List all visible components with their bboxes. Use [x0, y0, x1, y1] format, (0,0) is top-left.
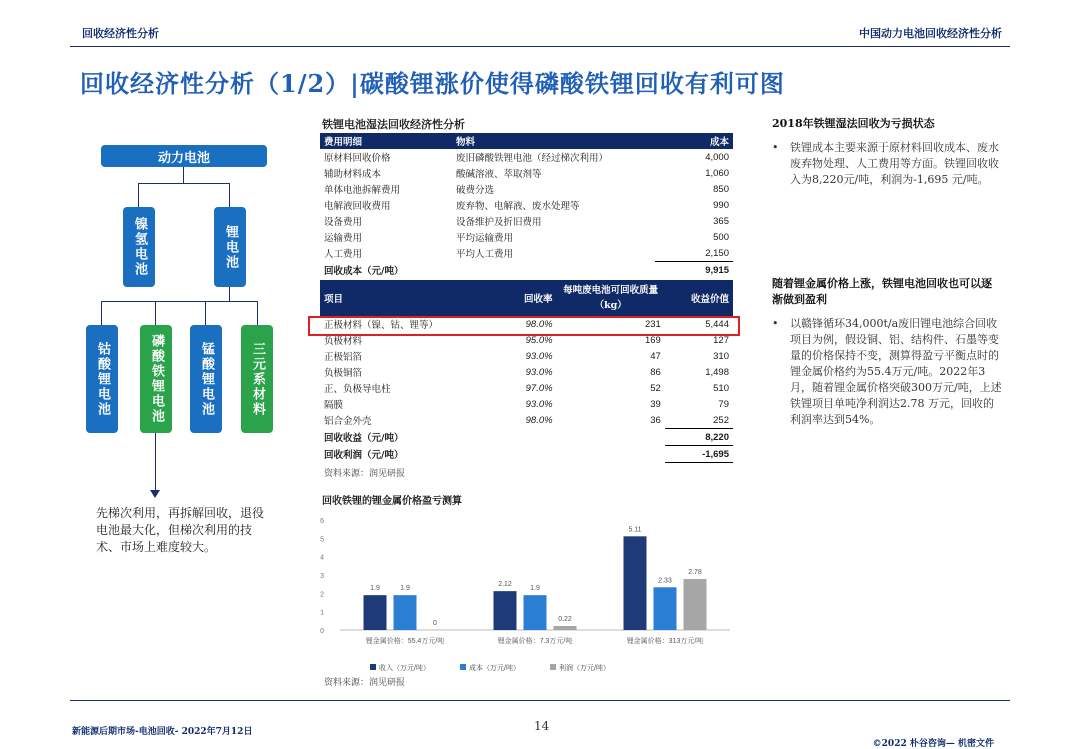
legend-swatch	[550, 664, 556, 670]
header-left: 回收经济性分析	[82, 27, 159, 40]
y-tick-label: 0	[320, 628, 324, 635]
legend-label: 收入（万元/吨）	[379, 665, 430, 672]
cost-table	[320, 133, 733, 278]
y-tick-label: 2	[320, 591, 324, 599]
chart-bar	[494, 591, 517, 630]
table-row: 设备费用 设备维护及折旧费用 365	[324, 215, 729, 228]
right-heading-2: 随着锂金属价格上涨，铁锂电池回收也可以逐渐做到盈利	[772, 277, 992, 306]
legend-swatch	[370, 664, 376, 670]
bar-value-label: 0	[433, 620, 437, 627]
right-bullet-2: • 以赣锋循环34,000t/a废旧锂电池综合回收项目为例，假设铜、铝、结构件、石墨等变量的价格保持不变，测算得盈亏平衡点时的锂金属价格约为55.4万元/吨。2022年3月，随着锂金属价格突破300万元/吨，上述铁锂项目单吨净利润达2.78 万元，回收的利润率达到54%。	[772, 317, 1002, 426]
chart-title: 回收铁锂的锂金属价格盈亏测算	[322, 496, 462, 507]
diagram-root-box: 动力电池	[101, 145, 267, 167]
rev-header-value: 收益价值	[690, 294, 729, 305]
rev-header-item: 项目	[324, 294, 344, 305]
legend-label: 成本（万元/吨）	[469, 665, 520, 672]
page-title: 回收经济性分析（1/2）|碳酸锂涨价使得磷酸铁锂回收有利可图	[80, 69, 785, 98]
revenue-profit-row: 回收利润（元/吨） -1,695	[320, 446, 733, 463]
legend-label: 利润（万元/吨）	[559, 665, 610, 672]
table-source: 资料来源：润见研报	[324, 469, 406, 479]
y-tick-label: 4	[320, 554, 324, 562]
table-row: 辅助材料成本 酸碱溶液、萃取剂等 1,060	[324, 167, 729, 180]
chart-bar	[554, 626, 577, 630]
chart-source: 资料来源：润见研报	[324, 678, 406, 688]
table-row: 电解液回收费用 废弃物、电解液、废水处理等 990	[324, 199, 729, 212]
chart-bar	[654, 587, 677, 630]
table-row: 人工费用 平均人工费用 2,150	[320, 245, 733, 262]
right-bullet-1: • 铁锂成本主要来源于原材料回收成本、废水废弃物处理、人工费用等方面。铁锂回收收入为8,220元/吨，利润为-1,695 元/吨。	[772, 141, 999, 186]
bar-value-label: 1.9	[530, 585, 540, 593]
bar-value-label: 1.9	[370, 585, 380, 593]
revenue-table	[320, 280, 733, 463]
y-tick-label: 6	[320, 518, 324, 525]
footer-left: 新能源后期市场-电池回收- 2022年7月12日	[72, 727, 253, 737]
bar-value-label: 2.12	[498, 581, 512, 589]
diagram-lithium-box: 锂电池	[214, 207, 246, 287]
diagram-lco-box: 钴酸锂电池	[86, 325, 118, 433]
y-tick-label: 3	[320, 573, 324, 580]
table-row: 正、负极导电柱 97.0% 52 510	[324, 382, 729, 395]
bar-value-label: 5.11	[628, 526, 642, 534]
chart-bar	[394, 595, 417, 630]
legend-swatch	[460, 664, 466, 670]
diagram-lmo-box: 锰酸锂电池	[190, 325, 222, 433]
bullet-icon: •	[772, 141, 779, 154]
arrow-down-icon	[150, 490, 160, 498]
profit-chart	[310, 510, 750, 680]
rev-header-mass: 每吨废电池可回收质量（kg）	[563, 285, 659, 311]
table-row: 铝合金外壳 98.0% 36 252	[320, 412, 733, 429]
page-number: 14	[534, 719, 550, 733]
bar-value-label: 2.33	[658, 577, 672, 585]
chart-bar	[364, 595, 387, 630]
table-row: 原材料回收价格 废旧磷酸铁锂电池（经过梯次利用） 4,000	[324, 151, 729, 164]
rev-header-rate: 回收率	[524, 294, 553, 305]
table-row: 负极铜箔 93.0% 86 1,498	[324, 366, 729, 379]
table-row: 正极材料（镍、钴、锂等） 98.0% 231 5,444	[324, 318, 729, 331]
header-right: 中国动力电池回收经济性分析	[859, 27, 1002, 40]
cost-header-cost: 成本	[709, 137, 729, 148]
bar-value-label: 0.22	[558, 615, 572, 623]
y-tick-label: 5	[320, 536, 324, 544]
diagram-note: 先梯次利用，再拆解回收，退役电池最大化，但梯次利用的技术、市场上难度较大。	[96, 506, 265, 554]
bar-value-label: 2.78	[688, 569, 702, 577]
y-tick-label: 1	[320, 609, 324, 617]
bullet-icon: •	[772, 317, 779, 330]
cost-header-item: 费用明细	[324, 137, 363, 148]
table-row: 隔膜 93.0% 39 79	[324, 398, 729, 411]
revenue-income-row: 回收收益（元/吨） 8,220	[320, 429, 733, 446]
cost-total-row: 回收成本（元/吨） 9,915	[324, 264, 729, 277]
table-row: 运输费用 平均运输费用 500	[324, 231, 729, 244]
chart-bar	[684, 579, 707, 630]
footer-right: ©2022 朴谷咨询— 机密文件	[872, 739, 994, 749]
cost-table-title: 铁锂电池湿法回收经济性分析	[322, 118, 465, 131]
chart-bar	[524, 595, 547, 630]
highlight-box	[308, 316, 740, 336]
chart-bar	[624, 536, 647, 630]
header-rule	[70, 46, 1010, 47]
diagram-ncm-box: 三元系材料	[241, 325, 273, 433]
footer-rule	[70, 700, 1010, 701]
bar-value-label: 1.9	[400, 585, 410, 593]
x-tick-label: 锂金属价格：55.4万元/吨	[365, 638, 445, 645]
diagram-nimh-box: 镍氢电池	[123, 207, 155, 287]
diagram-lfp-box: 磷酸铁锂电池	[140, 325, 172, 433]
right-heading-1: 2018年铁锂湿法回收为亏损状态	[772, 117, 935, 130]
table-row: 正极铝箔 93.0% 47 310	[324, 350, 729, 363]
table-row: 负极材料 95.0% 169 127	[324, 334, 729, 347]
table-row: 单体电池拆解费用 破费分选 850	[324, 183, 729, 196]
x-tick-label: 锂金属价格：7.3万元/吨	[497, 638, 573, 645]
cost-header-material: 物料	[456, 137, 476, 148]
x-tick-label: 锂金属价格：313万元/吨	[626, 638, 704, 645]
